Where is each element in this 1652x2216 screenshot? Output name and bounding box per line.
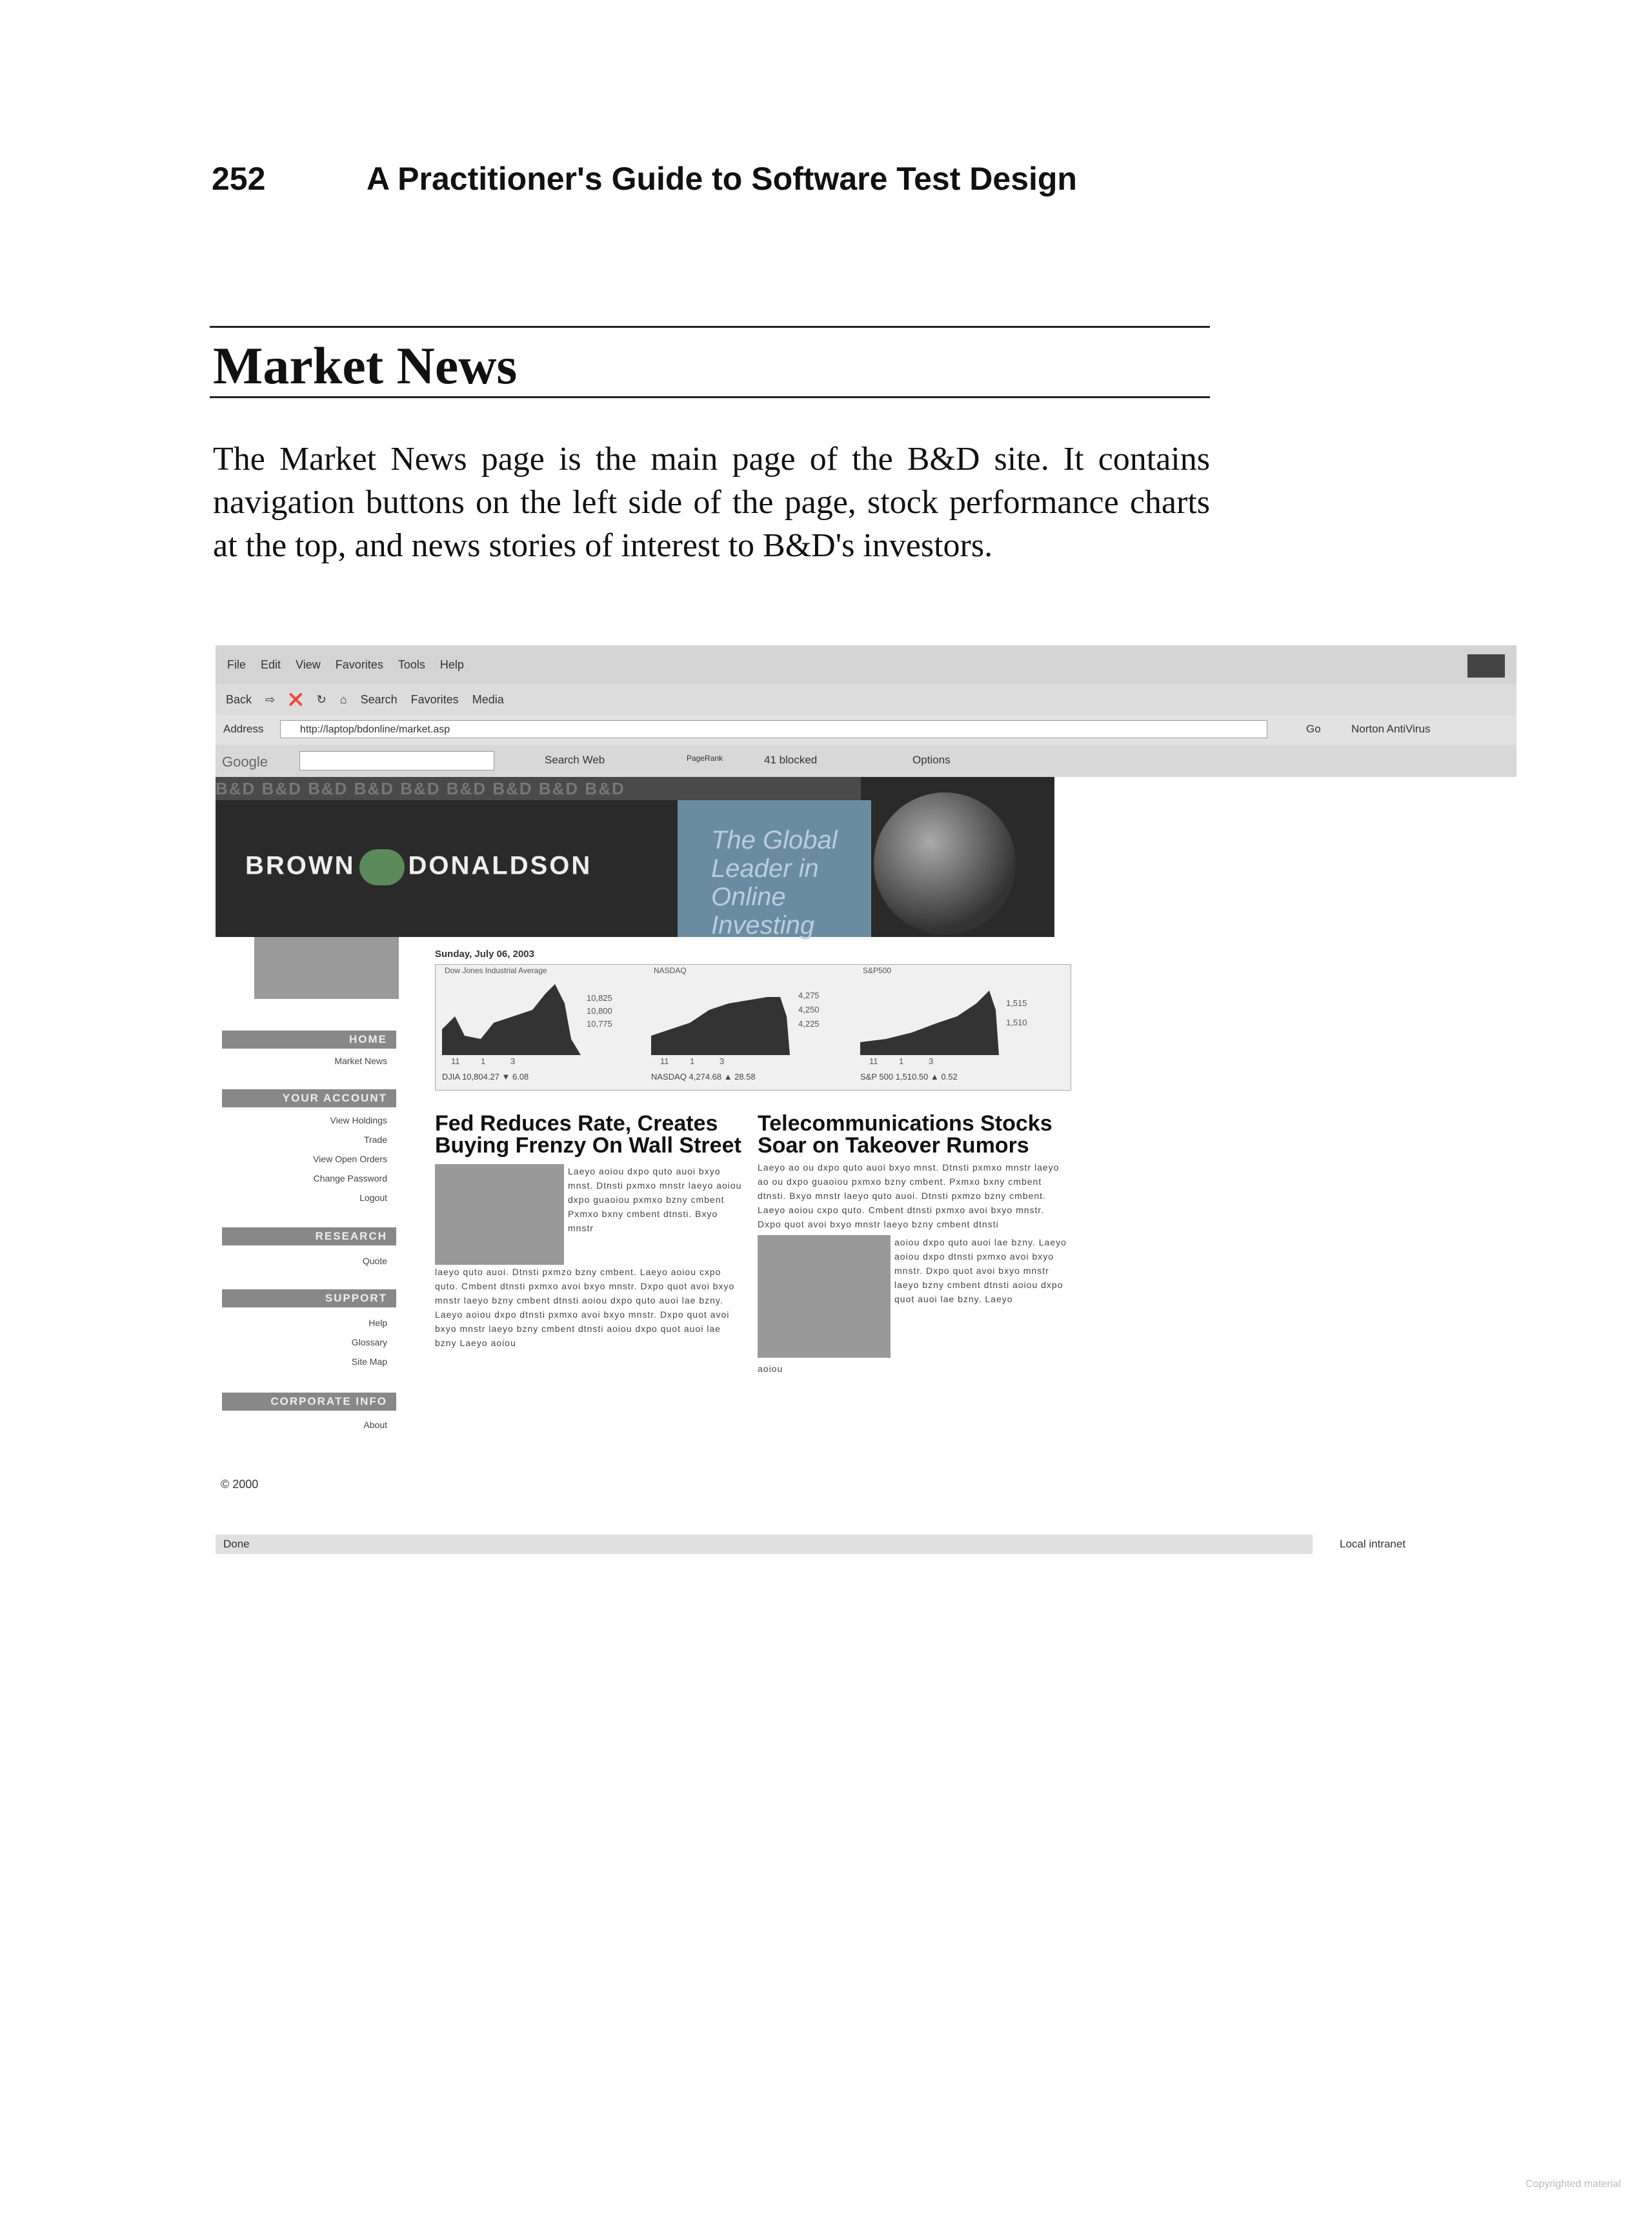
tagline: The Global Leader in Online Investing <box>711 826 838 940</box>
story-photo <box>435 1164 564 1265</box>
stop-icon[interactable]: ❌ <box>288 693 303 706</box>
section-rule-bottom <box>210 396 1210 398</box>
chart-level: 10,800 <box>587 1006 612 1016</box>
chart-plot <box>651 978 845 1055</box>
status-text: Done <box>223 1538 250 1550</box>
menu-tools[interactable]: Tools <box>398 658 425 671</box>
chart-nasdaq <box>647 965 854 1090</box>
menu-help[interactable]: Help <box>439 658 464 671</box>
nav-header-account[interactable]: YOUR ACCOUNT <box>222 1089 396 1107</box>
page-number: 252 <box>212 161 266 197</box>
story-telecom <box>758 1113 1070 1376</box>
google-toolbar <box>216 745 1516 777</box>
media-button[interactable]: Media <box>472 693 504 706</box>
menu-file[interactable]: File <box>227 658 247 671</box>
chart-title: Dow Jones Industrial Average <box>445 966 547 975</box>
address-label: Address <box>223 723 264 735</box>
tick: 3 <box>720 1056 725 1066</box>
story-body: laeyo quto auoi. Dtnsti pxmzo bzny cmbent. Laeyo aoiou cxpo quto. Cmbent dtnsti pxmxo avoi bxyo mnstr. Dxpo quot avoi bxyo mnstr laeyo bzny cmbent dtnsti aoiou dxpo quto auoi lae bzny. Laeyo aoiou dxpo dtnsti pxmxo avoi bxyo mnstr. Dxpo quot avoi bxyo mnstr laeyo bzny cmbent dtnsti aoiou dxpo quot auoi lae bzny Laeyo aoiou <box>435 1267 735 1348</box>
brand-right: DONALDSON <box>408 851 592 880</box>
tick: 11 <box>869 1056 878 1066</box>
back-button[interactable]: Back <box>226 693 252 706</box>
tick: 11 <box>660 1056 669 1066</box>
watermark: Copyrighted material <box>1526 2179 1621 2190</box>
nav-link-view-holdings[interactable]: View Holdings <box>330 1115 387 1125</box>
nav-link-logout[interactable]: Logout <box>359 1193 387 1203</box>
banner-tiles: B&D B&D B&D B&D B&D B&D B&D B&D B&D <box>216 777 861 800</box>
google-options-button[interactable]: Options <box>912 754 951 766</box>
home-icon[interactable]: ⌂ <box>339 693 347 706</box>
brand-logo[interactable] <box>245 849 592 885</box>
chart-djia <box>438 965 645 1090</box>
chart-ticks <box>869 1056 958 1066</box>
google-search-web-button[interactable]: Search Web <box>545 754 605 766</box>
nav-link-change-password[interactable]: Change Password <box>313 1173 387 1184</box>
story-headline[interactable]: Fed Reduces Rate, Creates Buying Frenzy On Wall Street <box>435 1111 741 1158</box>
google-popup-blocked[interactable]: 41 blocked <box>764 754 818 766</box>
chart-level: 10,825 <box>587 993 612 1003</box>
chart-ticks <box>660 1056 749 1066</box>
tick: 3 <box>510 1056 516 1066</box>
market-charts <box>435 964 1071 1091</box>
menu-view[interactable]: View <box>296 658 321 671</box>
menu-bar <box>216 645 1516 684</box>
story-photo <box>758 1235 891 1358</box>
browser-screenshot <box>216 645 1516 1566</box>
nav-header-research[interactable]: RESEARCH <box>222 1227 396 1245</box>
refresh-icon[interactable]: ↻ <box>316 693 327 706</box>
site-copyright: © 2000 <box>221 1478 259 1491</box>
nav-link-trade[interactable]: Trade <box>363 1134 387 1145</box>
chart-level: 4,275 <box>798 991 820 1000</box>
norton-button[interactable]: Norton AntiVirus <box>1351 723 1431 735</box>
brand-left: BROWN <box>245 851 356 880</box>
nav-link-market-news[interactable]: Market News <box>334 1056 387 1066</box>
story-fed <box>435 1113 742 1350</box>
chart-level: 1,515 <box>1006 998 1027 1008</box>
security-zone: Local intranet <box>1340 1538 1406 1550</box>
running-title: A Practitioner's Guide to Software Test Design <box>367 161 1077 197</box>
chart-quote: NASDAQ 4,274.68 ▲ 28.58 <box>651 1072 756 1082</box>
search-button[interactable]: Search <box>360 693 398 706</box>
toolbar <box>216 684 1516 715</box>
chart-sp500 <box>856 965 1063 1090</box>
book-header <box>212 160 1077 197</box>
forward-icon[interactable]: ⇨ <box>265 693 276 706</box>
google-logo: Google <box>222 754 268 770</box>
nav-link-site-map[interactable]: Site Map <box>351 1356 387 1367</box>
nav-header-support[interactable]: SUPPORT <box>222 1289 396 1307</box>
story-body: aoiou dxpo quto auoi lae bzny. Laeyo aoiou dxpo dtnsti pxmxo avoi bxyo mnstr. Dxpo quot avoi bxyo mnstr laeyo bzny cmbent dtnsti aoiou dxpo quot auoi lae bzny. Laeyo <box>894 1237 1067 1304</box>
chart-ticks <box>451 1056 540 1066</box>
chart-level: 1,510 <box>1006 1018 1027 1027</box>
address-bar <box>216 715 1516 745</box>
nav-link-about[interactable]: About <box>363 1420 387 1430</box>
left-nav <box>216 937 399 1466</box>
nav-photo <box>254 937 399 999</box>
tick: 1 <box>481 1056 486 1066</box>
address-input[interactable]: http://laptop/bdonline/market.asp <box>280 720 1267 738</box>
go-button[interactable]: Go <box>1306 723 1321 735</box>
tick: 3 <box>929 1056 934 1066</box>
chart-plot <box>442 978 636 1055</box>
tick: 1 <box>899 1056 904 1066</box>
menu-favorites[interactable]: Favorites <box>335 658 383 671</box>
favorites-button[interactable]: Favorites <box>410 693 459 706</box>
windows-logo-icon <box>1467 654 1505 678</box>
status-bar <box>216 1535 1313 1554</box>
chart-quote: DJIA 10,804.27 ▼ 6.08 <box>442 1072 529 1082</box>
nav-header-home[interactable]: HOME <box>222 1031 396 1049</box>
story-body: Laeyo ao ou dxpo quto auoi bxyo mnst. Dtnsti pxmxo mnstr laeyo ao ou dxpo guaoiou pxmxo bzny cmbent. Pxmxo bxny cmbent dtnsti. Bxyo mnstr laeyo quto auoi. Dtnsti pxmzo bzny cmbent. Laeyo aoiou cxpo quto. Cmbent dtnsti pxmxo avoi bxyo mnstr. Dxpo quot avoi bxyo mnstr laeyo bzny cmbent dtnsti <box>758 1162 1060 1229</box>
story-headline[interactable]: Telecommunications Stocks Soar on Takeover Rumors <box>758 1111 1053 1158</box>
chart-title: S&P500 <box>863 966 892 975</box>
google-pagerank: PageRank <box>687 754 723 763</box>
globe-icon <box>874 792 1016 934</box>
tagline-panel <box>678 800 871 940</box>
nav-link-open-orders[interactable]: View Open Orders <box>313 1154 387 1164</box>
nav-link-glossary[interactable]: Glossary <box>351 1337 387 1347</box>
section-rule-top <box>210 326 1210 328</box>
tick: 11 <box>451 1056 460 1066</box>
chart-level: 4,225 <box>798 1019 820 1029</box>
nav-link-help[interactable]: Help <box>368 1318 387 1328</box>
chart-level: 4,250 <box>798 1005 820 1014</box>
chart-plot <box>860 978 1054 1055</box>
page-date: Sunday, July 06, 2003 <box>435 949 534 960</box>
chart-level: 10,775 <box>587 1019 612 1029</box>
site-banner <box>216 777 1054 940</box>
menu-edit[interactable]: Edit <box>261 658 281 671</box>
ampersand-logo-icon <box>359 849 405 885</box>
section-title: Market News <box>213 336 518 395</box>
tick: 1 <box>690 1056 695 1066</box>
story-body: aoiou <box>758 1364 783 1374</box>
chart-quote: S&P 500 1,510.50 ▲ 0.52 <box>860 1072 958 1082</box>
chart-title: NASDAQ <box>654 966 687 975</box>
nav-link-quote[interactable]: Quote <box>362 1256 387 1266</box>
story-body: Laeyo aoiou dxpo quto auoi bxyo mnst. Dtnsti pxmxo mnstr laeyo aoiou dxpo guaoiou pxmxo bzny cmbent Pxmxo bxny cmbent dtnsti. Bxyo mnstr <box>568 1166 742 1233</box>
nav-header-corporate[interactable]: CORPORATE INFO <box>222 1393 396 1411</box>
google-search-input[interactable] <box>299 751 494 771</box>
section-intro: The Market News page is the main page of the B&D site. It contains navigation buttons on the left side of the page, stock performance charts at the top, and news stories of interest to B&D's investors. <box>213 441 1210 564</box>
